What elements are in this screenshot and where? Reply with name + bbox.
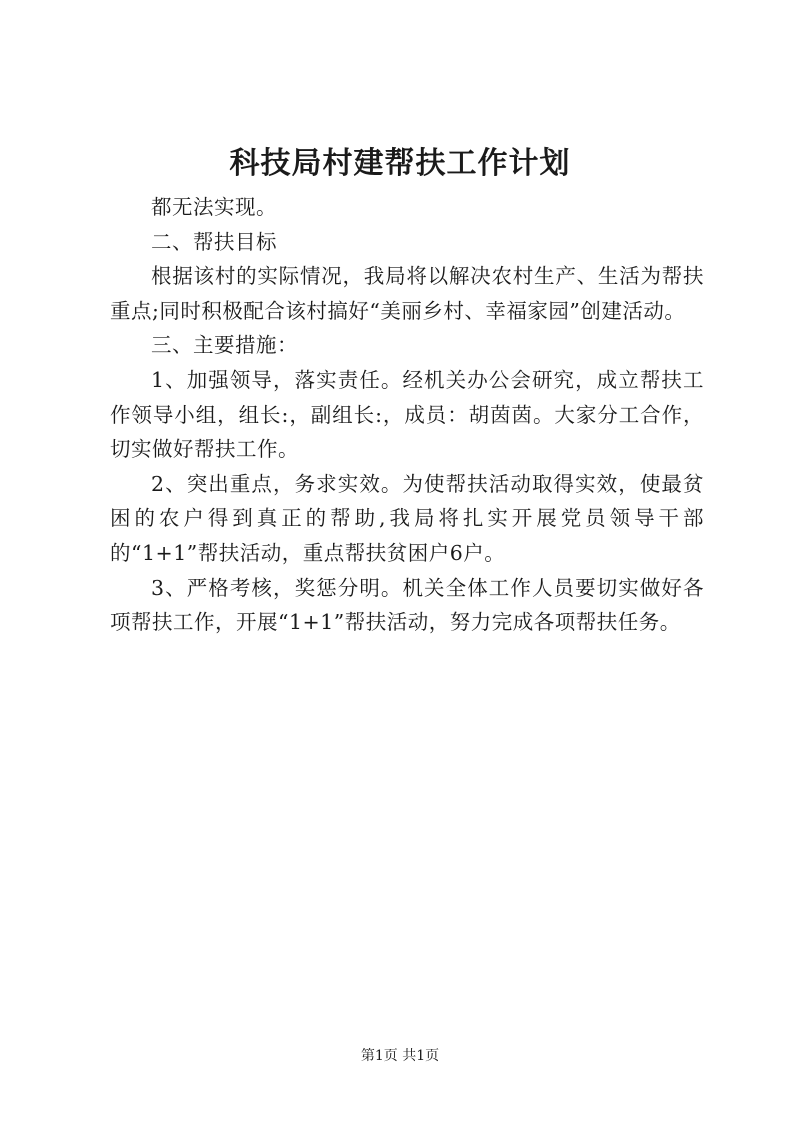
paragraph: 2、突出重点，务求实效。为使帮扶活动取得实效，使最贫困的农户得到真正的帮助,我局将扎实开展党员领导干部的“1+1”帮扶活动，重点帮扶贫困户6户。 [110,471,704,565]
section-heading-measures: 三、主要措施： [151,333,298,358]
paragraph: 3、严格考核，奖惩分明。机关全体工作人员要切实做好各项帮扶工作，开展“1+1”帮扶活动，努力完成各项帮扶任务。 [110,575,704,635]
paragraph: 1、加强领导，落实责任。经机关办公会研究，成立帮扶工作领导小组，组长:，副组长:，成员：胡茵茵。大家分工合作，切实做好帮扶工作。 [110,367,704,462]
section-heading-goals: 二、帮扶目标 [151,229,277,254]
page-title: 科技局村建帮扶工作计划 [229,146,571,181]
paragraph: 根据该村的实际情况，我局将以解决农村生产、生活为帮扶重点;同时积极配合该村搞好“美丽乡村、幸福家园”创建活动。 [110,264,704,323]
paragraph: 都无法实现。 [151,195,277,219]
page-footer: 第1页 共1页 [360,1048,440,1064]
document-body [110,190,704,640]
